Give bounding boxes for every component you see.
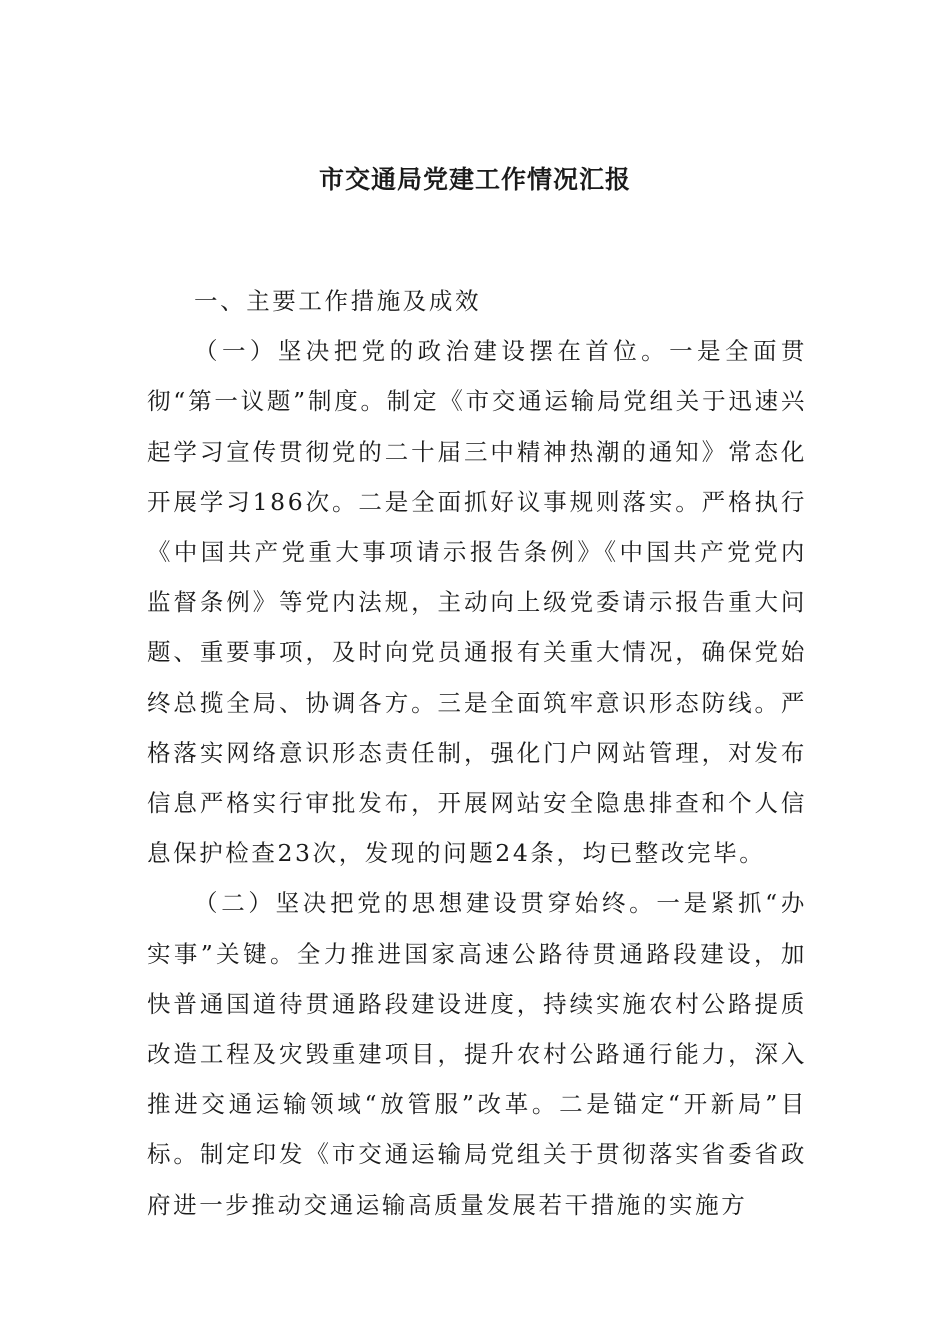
document-title: 市交通局党建工作情况汇报 [318, 165, 631, 194]
document-body [147, 276, 807, 1230]
paragraph-political-building: （一）坚决把党的政治建设摆在首位。一是全面贯彻“第一议题”制度。制定《市交通运输局党组关于迅速兴起学习宣传贯彻党的二十届三中精神热潮的通知》常态化开展学习186次。二是全面抓好议事规则落实。严格执行《中国共产党重大事项请示报告条例》《中国共产党党内监督条例》等党内法规，主动向上级党委请示报告重大问题、重要事项，及时向党员通报有关重大情况，确保党始终总揽全局、协调各方。三是全面筑牢意识形态防线。严格落实网络意识形态责任制，强化门户网站管理，对发布信息严格实行审批发布，开展网站安全隐患排查和个人信息保护检查23次，发现的问题24条，均已整改完毕。 [147, 337, 807, 868]
paragraph-ideological-building: （二）坚决把党的思想建设贯穿始终。一是紧抓“办实事”关键。全力推进国家高速公路待贯通路段建设，加快普通国道待贯通路段建设进度，持续实施农村公路提质改造工程及灾毁重建项目，提升农村公路通行能力，深入推进交通运输领域“放管服”改革。二是锚定“开新局”目标。制定印发《市交通运输局党组关于贯彻落实省委省政府进一步推动交通运输高质量发展若干措施的实施方 [147, 889, 807, 1219]
section-heading: 一、主要工作措施及成效 [194, 287, 482, 315]
